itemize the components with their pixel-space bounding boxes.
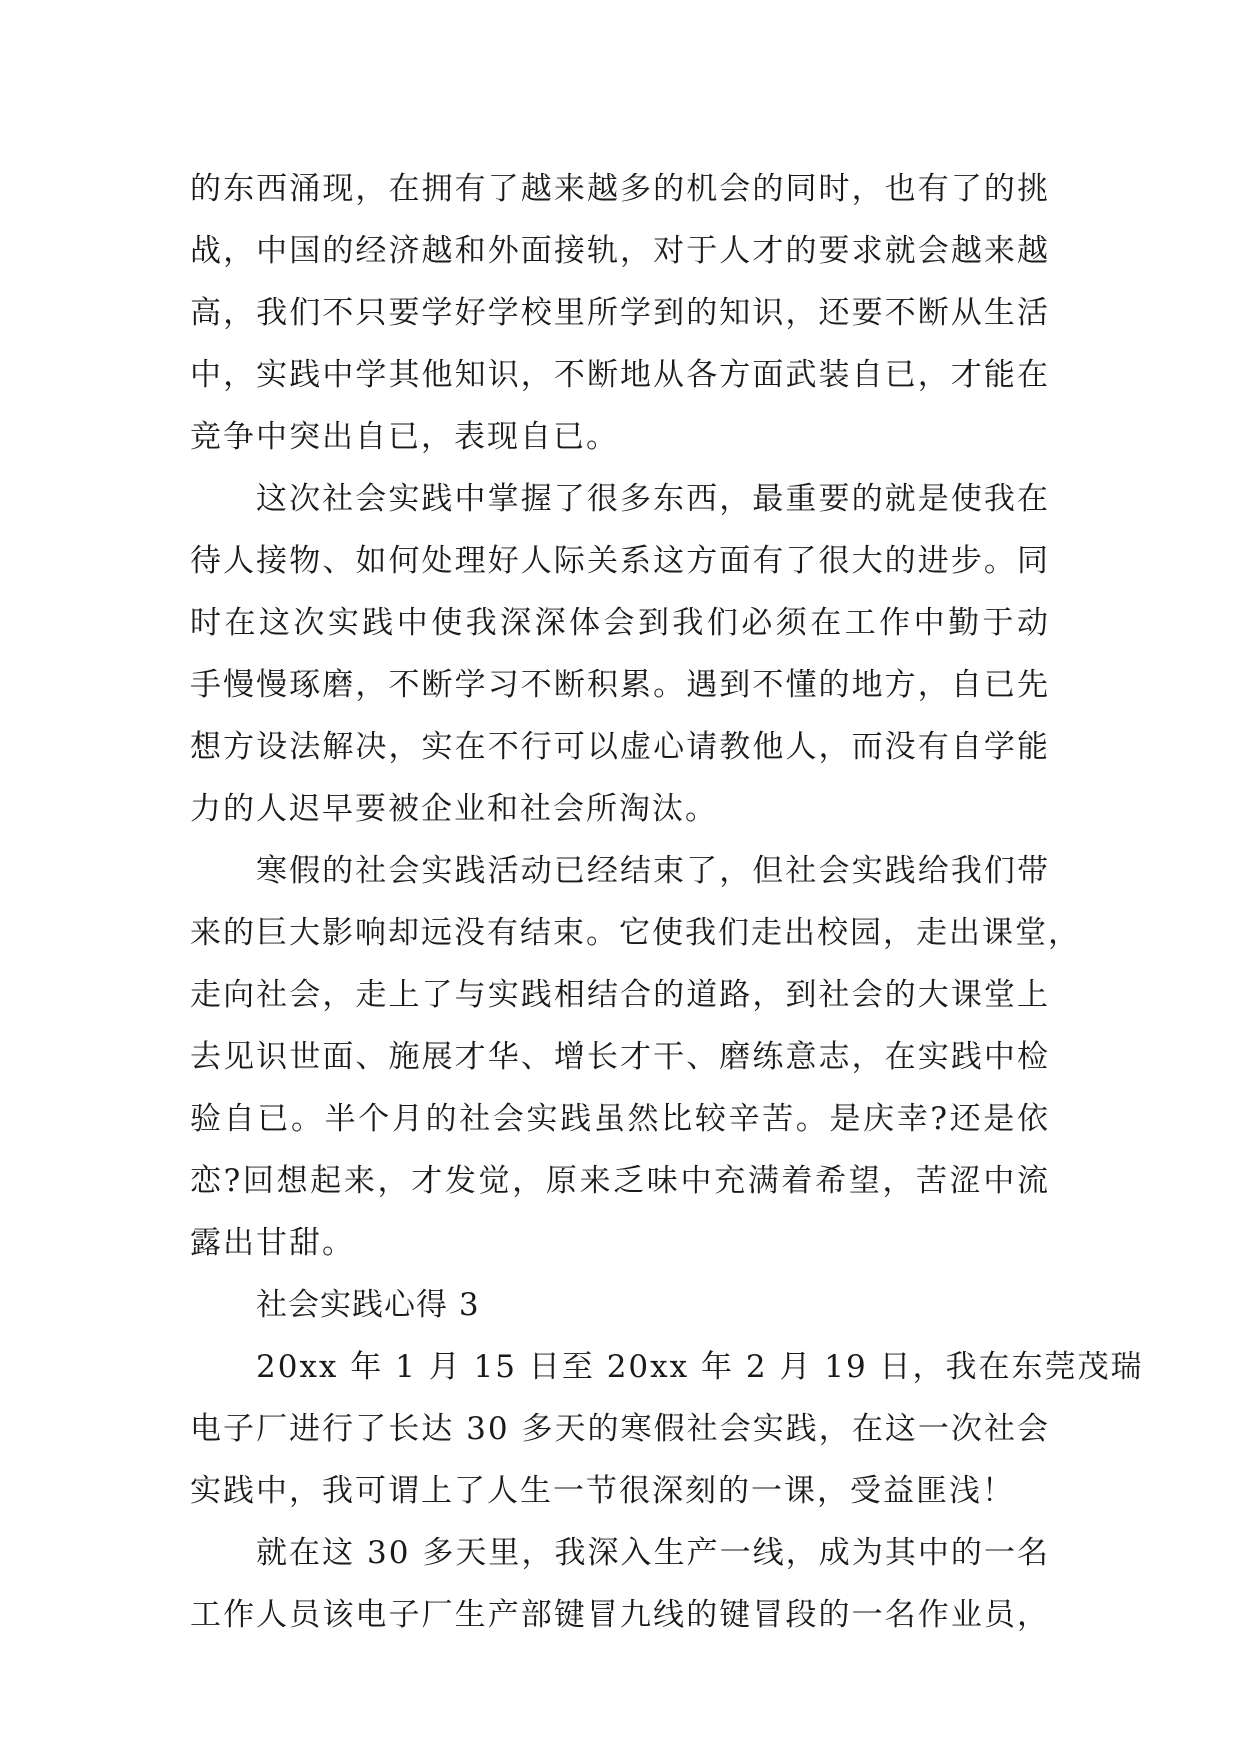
text-line: 去见识世面、施展才华、增长才干、磨练意志，在实践中检 xyxy=(190,1039,1050,1075)
text-line: 20xx 年 1 月 15 日至 20xx 年 2 月 19 日，我在东莞茂瑞 xyxy=(256,1349,1144,1385)
text-line: 验自已。半个月的社会实践虽然比较辛苦。是庆幸?还是依 xyxy=(190,1101,1050,1137)
text-line: 电子厂进行了长达 30 多天的寒假社会实践，在这一次社会 xyxy=(190,1411,1050,1447)
text-line: 就在这 30 多天里，我深入生产一线，成为其中的一名 xyxy=(256,1535,1050,1571)
text-line: 竞争中突出自已，表现自已。 xyxy=(190,419,619,455)
text-line: 这次社会实践中掌握了很多东西，最重要的就是使我在 xyxy=(256,481,1050,517)
text-line: 时在这次实践中使我深深体会到我们必须在工作中勤于动 xyxy=(190,605,1050,641)
text-line: 露出甘甜。 xyxy=(190,1225,355,1261)
text-line: 来的巨大影响却远没有结束。它使我们走出校园，走出课堂， xyxy=(190,915,1081,951)
text-line: 战，中国的经济越和外面接轨，对于人才的要求就会越来越 xyxy=(190,233,1050,269)
text-line: 想方设法解决，实在不行可以虚心请教他人，而没有自学能 xyxy=(190,729,1050,765)
text-line: 的东西涌现，在拥有了越来越多的机会的同时，也有了的挑 xyxy=(190,171,1050,207)
text-line: 走向社会，走上了与实践相结合的道路，到社会的大课堂上 xyxy=(190,977,1050,1013)
text-line: 力的人迟早要被企业和社会所淘汰。 xyxy=(190,791,718,827)
text-line: 工作人员该电子厂生产部键冒九线的键冒段的一名作业员， xyxy=(190,1597,1050,1633)
document-body xyxy=(190,158,1144,1646)
text-line: 高，我们不只要学好学校里所学到的知识，还要不断从生活 xyxy=(190,295,1050,331)
text-line: 待人接物、如何处理好人际关系这方面有了很大的进步。同 xyxy=(190,543,1050,579)
text-line: 恋?回想起来，才发觉，原来乏味中充满着希望，苦涩中流 xyxy=(190,1163,1050,1199)
text-line: 手慢慢琢磨，不断学习不断积累。遇到不懂的地方，自已先 xyxy=(190,667,1050,703)
text-line: 中，实践中学其他知识，不断地从各方面武装自已，才能在 xyxy=(190,357,1050,393)
text-line: 实践中，我可谓上了人生一节很深刻的一课，受益匪浅！ xyxy=(190,1473,1015,1509)
text-line: 寒假的社会实践活动已经结束了，但社会实践给我们带 xyxy=(256,853,1050,889)
section-heading: 社会实践心得 3 xyxy=(256,1287,480,1323)
